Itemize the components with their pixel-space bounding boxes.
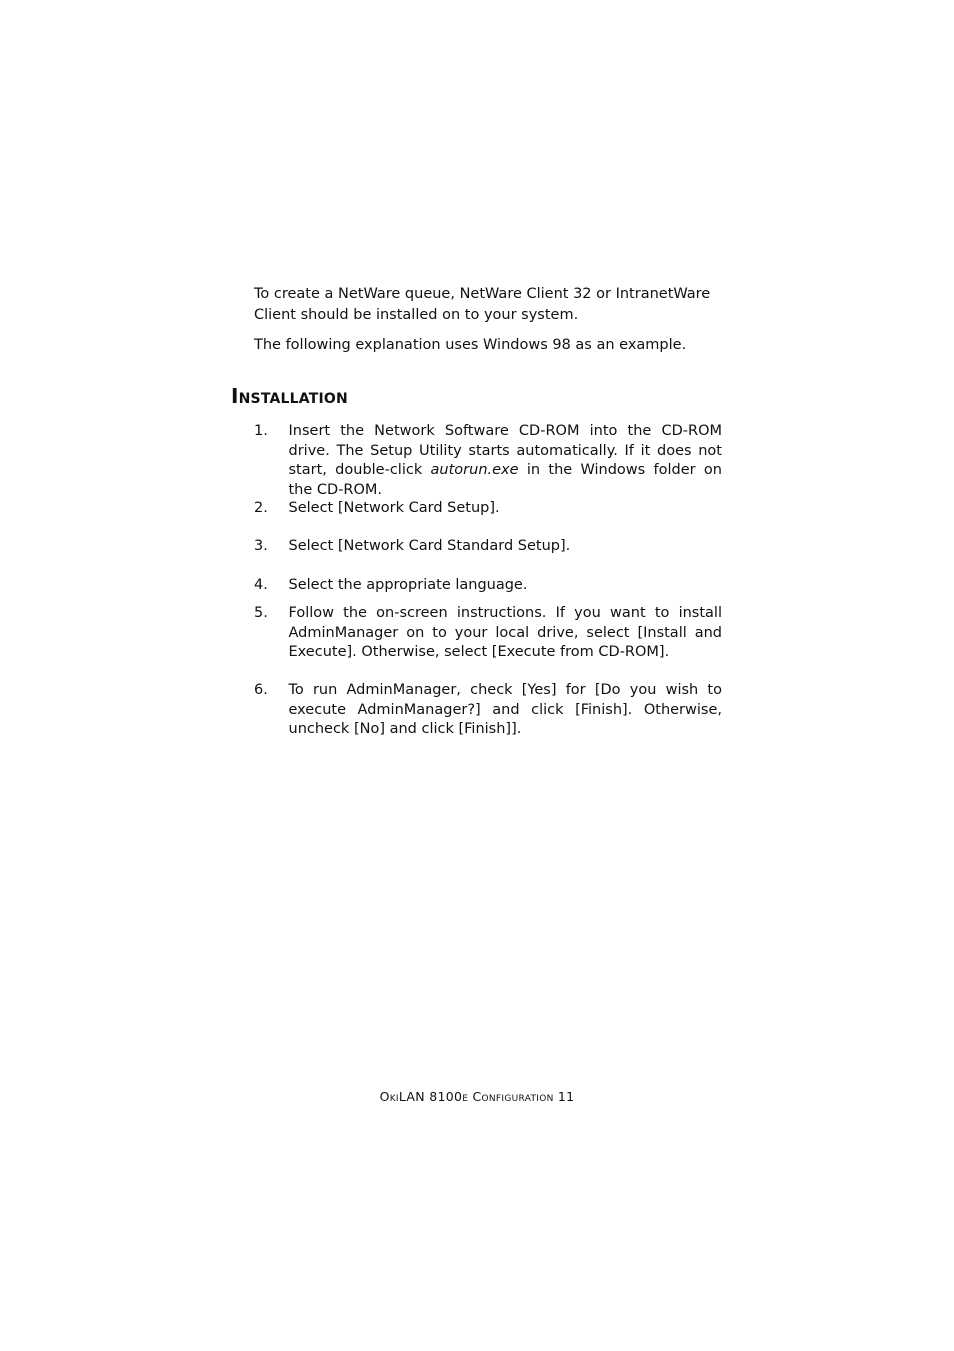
step-number: 6. bbox=[254, 682, 268, 698]
list-item bbox=[254, 576, 722, 596]
step-number: 2. bbox=[254, 500, 268, 516]
list-item bbox=[254, 604, 722, 663]
step-text-before: Insert the Network Software CD-ROM into the CD-ROM drive. The Setup Utility starts automatically. If it does not start, double-click bbox=[288, 423, 722, 478]
intro-paragraph: To create a NetWare queue, NetWare Client 32 or IntranetWare Client should be installed on to your system. bbox=[254, 286, 711, 323]
list-item bbox=[254, 499, 722, 519]
step-text bbox=[289, 422, 723, 500]
section-heading: Installation bbox=[231, 384, 348, 408]
list-item bbox=[254, 422, 722, 500]
step-number: 3. bbox=[254, 538, 268, 554]
step-text-after: in the Windows folder on the CD-ROM. bbox=[288, 462, 722, 498]
step-text: Select [Network Card Standard Setup]. bbox=[288, 538, 571, 554]
list-item bbox=[254, 537, 722, 557]
step-number: 1. bbox=[254, 423, 268, 439]
step-number: 4. bbox=[254, 577, 268, 593]
intro-paragraph-example: The following explanation uses Windows 98 as an example. bbox=[254, 337, 687, 353]
step-text: Select [Network Card Setup]. bbox=[288, 500, 500, 516]
step-text: Select the appropriate language. bbox=[288, 577, 528, 593]
step-text: To run AdminManager, check [Yes] for [Do you wish to execute AdminManager?] and click [Finish]. Otherwise, uncheck [No] and click [Finish]]. bbox=[288, 682, 722, 737]
list-item bbox=[254, 681, 722, 740]
filename-emphasis: autorun.exe bbox=[430, 462, 519, 478]
step-text: Follow the on-screen instructions. If you want to install AdminManager on to your local drive, select [Install and Execute]. Otherwise, select [Execute from CD-ROM]. bbox=[288, 605, 722, 660]
step-number: 5. bbox=[254, 605, 268, 621]
page-footer: OkiLAN 8100e Configuration 11 bbox=[379, 1089, 575, 1104]
